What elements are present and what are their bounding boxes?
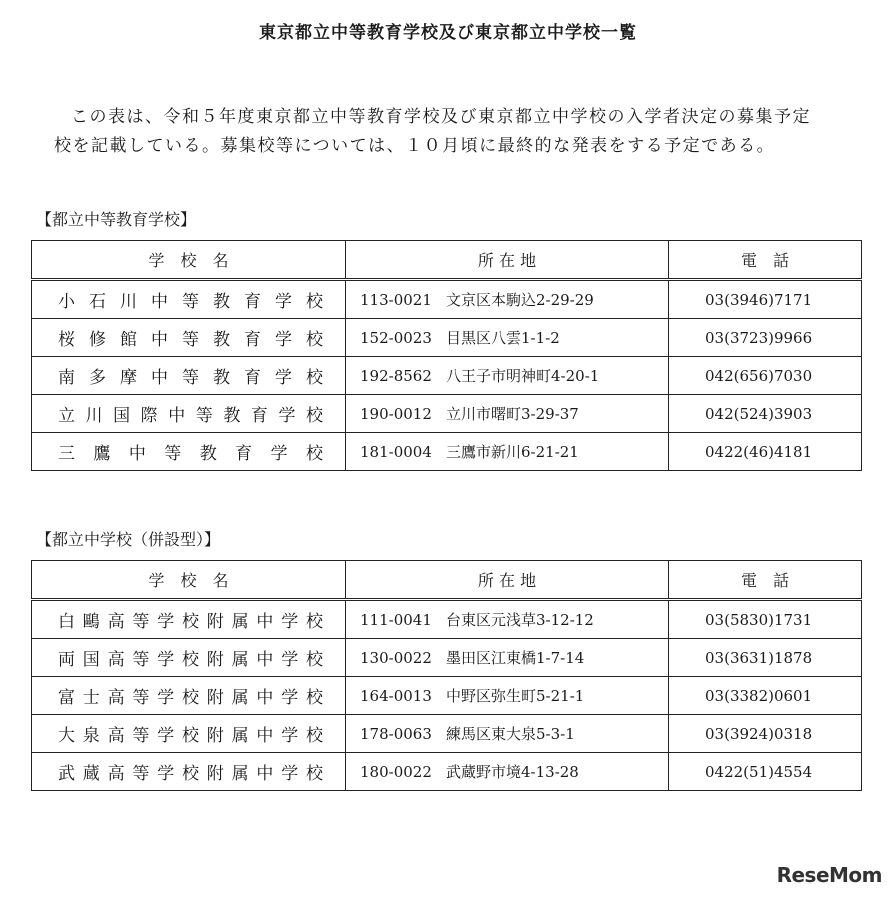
school-address (346, 753, 669, 791)
street-address: 武蔵野市境4-13-28 (446, 763, 579, 781)
school-phone: 03(3382)0601 (669, 677, 862, 715)
school-address (346, 433, 669, 471)
postal-code: 113-0021 (360, 291, 432, 309)
section-heading-secondary-schools: 【都立中等教育学校】 (36, 210, 197, 229)
street-address: 練馬区東大泉5-3-1 (446, 725, 575, 743)
school-name: 白鷗高等学校附属中学校 (32, 600, 346, 639)
school-phone: 03(5830)1731 (669, 600, 862, 639)
resemom-logo: ReseMom (776, 863, 882, 887)
postal-code: 111-0041 (360, 611, 432, 629)
intro-line: 校を記載している。募集校等については、１０月頃に最終的な発表をする予定である。 (54, 136, 776, 156)
street-address: 墨田区江東橋1-7-14 (446, 649, 585, 667)
school-address (346, 600, 669, 639)
junior-high-schools-table (31, 560, 862, 791)
school-name: 三鷹中等教育学校 (32, 433, 346, 471)
school-address (346, 395, 669, 433)
school-name: 立川国際中等教育学校 (32, 395, 346, 433)
table-row (32, 639, 862, 677)
column-header-name: 学 校 名 (32, 561, 346, 600)
postal-code: 130-0022 (360, 649, 432, 667)
school-phone: 042(656)7030 (669, 357, 862, 395)
school-phone: 0422(51)4554 (669, 753, 862, 791)
school-phone: 03(3631)1878 (669, 639, 862, 677)
table-row (32, 677, 862, 715)
street-address: 八王子市明神町4-20-1 (446, 367, 600, 385)
intro-line: この表は、令和５年度東京都立中等教育学校及び東京都立中学校の入学者決定の募集予定 (71, 107, 811, 127)
section-heading-junior-high-schools: 【都立中学校（併設型）】 (36, 530, 221, 549)
column-header-address: 所 在 地 (346, 561, 669, 600)
school-phone: 03(3946)7171 (669, 280, 862, 319)
column-header-phone: 電 話 (669, 561, 862, 600)
table-row (32, 280, 862, 319)
table-row (32, 600, 862, 639)
school-address (346, 280, 669, 319)
school-phone: 03(3723)9966 (669, 319, 862, 357)
school-name: 両国高等学校附属中学校 (32, 639, 346, 677)
school-address (346, 639, 669, 677)
street-address: 三鷹市新川6-21-21 (446, 443, 579, 461)
school-phone: 042(524)3903 (669, 395, 862, 433)
school-name: 大泉高等学校附属中学校 (32, 715, 346, 753)
table-row (32, 753, 862, 791)
column-header-address: 所 在 地 (346, 241, 669, 280)
document-title: 東京都立中等教育学校及び東京都立中学校一覧 (259, 23, 637, 43)
column-header-name: 学 校 名 (32, 241, 346, 280)
column-header-phone: 電 話 (669, 241, 862, 280)
street-address: 目黒区八雲1-1-2 (446, 329, 560, 347)
postal-code: 178-0063 (360, 725, 432, 743)
table-row (32, 357, 862, 395)
school-address (346, 677, 669, 715)
table-row (32, 319, 862, 357)
postal-code: 181-0004 (360, 443, 432, 461)
street-address: 台東区元浅草3-12-12 (446, 611, 594, 629)
postal-code: 190-0012 (360, 405, 432, 423)
street-address: 立川市曙町3-29-37 (446, 405, 579, 423)
table-row (32, 433, 862, 471)
table-header-row (32, 561, 862, 600)
school-address (346, 357, 669, 395)
table-header-row (32, 241, 862, 280)
secondary-schools-table (31, 240, 862, 471)
school-phone: 03(3924)0318 (669, 715, 862, 753)
postal-code: 164-0013 (360, 687, 432, 705)
street-address: 文京区本駒込2-29-29 (446, 291, 594, 309)
school-name: 富士高等学校附属中学校 (32, 677, 346, 715)
street-address: 中野区弥生町5-21-1 (446, 687, 585, 705)
school-address (346, 715, 669, 753)
school-name: 小石川中等教育学校 (32, 280, 346, 319)
school-phone: 0422(46)4181 (669, 433, 862, 471)
intro-paragraph (54, 103, 854, 161)
school-name: 武蔵高等学校附属中学校 (32, 753, 346, 791)
school-name: 桜修館中等教育学校 (32, 319, 346, 357)
postal-code: 152-0023 (360, 329, 432, 347)
school-name: 南多摩中等教育学校 (32, 357, 346, 395)
school-address (346, 319, 669, 357)
postal-code: 192-8562 (360, 367, 432, 385)
table-row (32, 715, 862, 753)
postal-code: 180-0022 (360, 763, 432, 781)
table-row (32, 395, 862, 433)
